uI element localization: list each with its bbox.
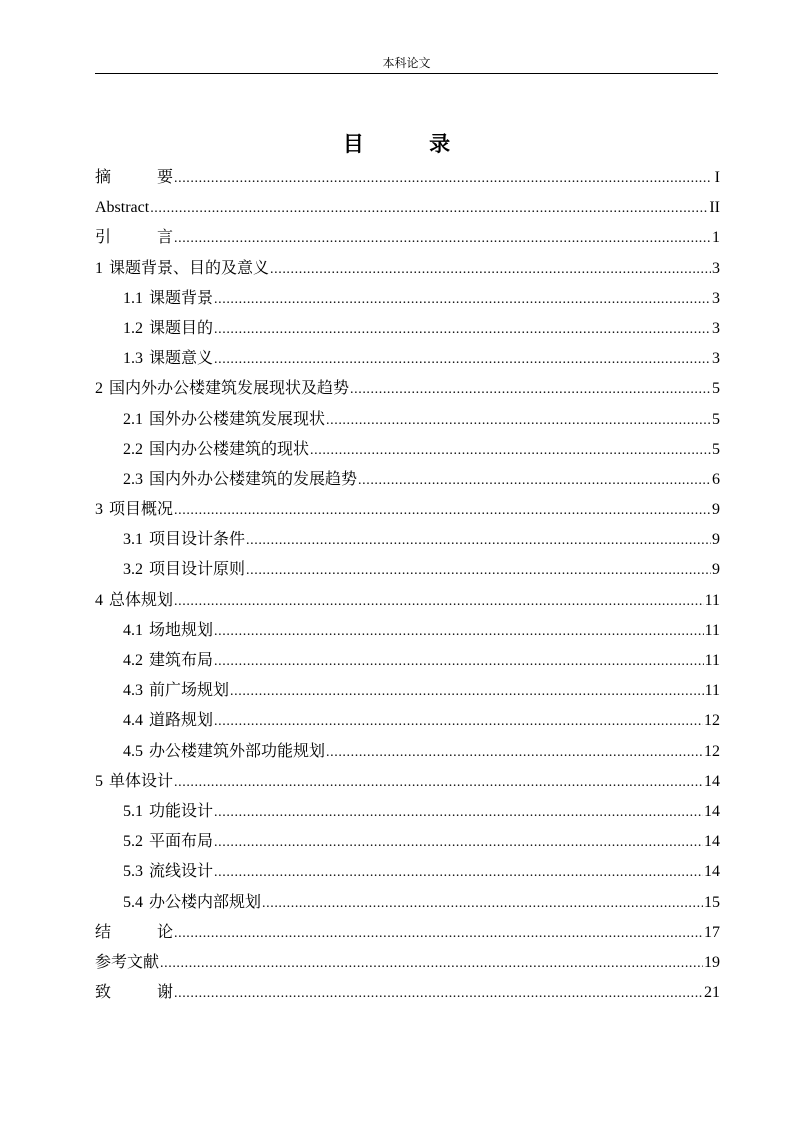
toc-entry-text: 场地规划 [149,621,214,639]
toc-entry-number: 1.2 [123,319,143,337]
toc-entry-text: 前广场规划 [149,682,230,700]
toc-entry[interactable] [95,254,720,284]
toc-page-number: 19 [704,953,720,971]
toc-entry-text: 总体规划 [109,591,174,609]
toc-entry-number: 4.5 [123,742,143,760]
toc-entry-text: 流线设计 [149,863,214,881]
toc-page-number: 14 [704,802,720,820]
toc-entry-number: 2 [95,380,103,398]
toc-entry[interactable] [95,284,720,314]
toc-entry-text: 平面布局 [149,833,214,851]
toc-leader-dots [214,646,704,677]
toc-entry[interactable] [95,435,720,465]
toc-leader-dots [246,555,711,586]
toc-leader-dots [326,405,711,436]
toc-page-number: 5 [712,380,720,398]
toc-entry-text: 项目设计原则 [149,561,246,579]
toc-entry-text: 课题背景 [149,289,214,307]
toc-page-number: 15 [704,893,720,911]
toc-entry-text: 国内办公楼建筑的现状 [149,440,310,458]
toc-page-number: 12 [704,712,720,730]
toc-leader-dots [150,193,708,224]
toc-entry-text: 课题意义 [149,350,214,368]
toc-entry-number: 4.2 [123,652,143,669]
toc-entry-text: Abstract [95,199,150,217]
toc-entry-text: 道路规划 [149,712,214,730]
toc-entry-number: 4.4 [123,712,143,730]
toc-leader-dots [358,465,711,496]
toc-entry-text: 国外办公楼建筑发展现状 [149,410,326,428]
toc-entry-number: 4.1 [123,621,143,639]
toc-leader-dots [230,676,704,707]
toc-title: 目 录 [342,132,481,156]
toc-page-number: 11 [704,621,720,639]
toc-leader-dots [174,918,703,949]
toc-entry-number: 1.1 [123,289,143,307]
toc-entry[interactable] [95,797,720,827]
toc-leader-dots [310,435,711,466]
toc-leader-dots [262,888,703,919]
toc-entry-text: 结 论 [95,923,173,941]
toc-page-number: 3 [712,289,720,307]
toc-entry-number: 2.3 [123,470,143,488]
toc-page-number: II [709,199,720,217]
toc-entry[interactable] [95,616,720,646]
toc-entry-text: 项目概况 [109,501,174,519]
toc-page-number: 3 [712,319,720,337]
toc-entry[interactable] [95,918,720,948]
toc-page-number: 11 [704,591,720,609]
toc-entry[interactable] [95,163,720,193]
toc-entry[interactable] [95,525,720,555]
toc-leader-dots [174,978,703,1009]
toc-leader-dots [174,586,704,617]
toc-page-number: 3 [712,350,720,368]
toc-entry[interactable] [95,223,720,253]
toc-page-number: 5 [712,440,720,458]
toc-page-number: 11 [704,682,720,700]
toc-leader-dots [214,314,711,345]
toc-page-number: 9 [712,501,720,519]
toc-entry-number: 4 [95,591,103,609]
toc-entry[interactable] [95,888,720,918]
toc-entry[interactable] [95,646,720,676]
toc-leader-dots [214,797,703,828]
toc-entry[interactable] [95,405,720,435]
toc-entry[interactable] [95,857,720,887]
toc-entry-text: 摘 要 [95,169,173,186]
toc-leader-dots [160,948,703,979]
toc-entry-number: 5 [95,772,103,790]
toc-leader-dots [214,344,711,375]
toc-page-number: 12 [704,742,720,760]
toc-entry[interactable] [95,193,720,223]
toc-entry-text: 单体设计 [109,772,174,790]
toc-leader-dots [270,254,711,285]
toc-leader-dots [214,706,703,737]
toc-entry-text: 国内外办公楼建筑的发展趋势 [149,470,358,488]
toc-entry[interactable] [95,495,720,525]
toc-page-number: 9 [712,531,720,549]
table-of-contents [95,163,720,1008]
toc-leader-dots [326,737,703,768]
toc-entry[interactable] [95,948,720,978]
toc-entry[interactable] [95,374,720,404]
toc-page-number: 21 [704,984,720,1002]
toc-page-number: 5 [712,410,720,428]
toc-entry-number: 3.2 [123,561,143,579]
toc-entry-number: 4.3 [123,682,143,700]
toc-entry-number: 5.3 [123,863,143,881]
toc-entry-text: 课题背景、目的及意义 [109,259,270,277]
toc-entry-number: 2.2 [123,440,143,458]
toc-page-number: 6 [712,470,720,488]
toc-leader-dots [214,284,711,315]
toc-page-number: 17 [704,923,720,941]
toc-entry-number: 1 [95,259,103,277]
toc-entry[interactable] [95,706,720,736]
toc-leader-dots [214,827,703,858]
toc-entry-text: 引 言 [95,229,173,247]
toc-entry[interactable] [95,827,720,857]
toc-page-number: 3 [712,259,720,277]
toc-entry-text: 课题目的 [149,319,214,337]
toc-entry-text: 参考文献 [95,953,160,971]
toc-entry[interactable] [95,314,720,344]
toc-entry-number: 5.1 [123,802,143,820]
toc-page-number: 14 [704,772,720,790]
toc-leader-dots [174,767,703,798]
toc-entry-number: 5.2 [123,833,143,851]
toc-entry-text: 国内外办公楼建筑发展现状及趋势 [109,380,350,398]
toc-entry[interactable] [95,767,720,797]
toc-entry[interactable] [95,465,720,495]
toc-entry-number: 3.1 [123,531,143,549]
toc-entry[interactable] [95,586,720,616]
header-rule [95,73,718,74]
toc-leader-dots [214,857,703,888]
toc-entry-number: 2.1 [123,410,143,428]
toc-entry-number: 5.4 [123,893,143,911]
toc-leader-dots [246,525,711,556]
toc-page-number: 14 [704,863,720,881]
toc-entry[interactable] [95,344,720,374]
toc-leader-dots [174,495,711,526]
toc-page-number: 11 [704,652,720,669]
toc-entry-text: 办公楼建筑外部功能规划 [149,742,326,760]
toc-page-number: I [714,169,720,186]
toc-entry-text: 功能设计 [149,802,214,820]
toc-page-number: 14 [704,833,720,851]
page-header: 本科论文 [382,56,431,70]
toc-page-number: 9 [712,561,720,579]
toc-entry-text: 项目设计条件 [149,531,246,549]
toc-entry-text: 办公楼内部规划 [149,893,262,911]
toc-entry-number: 1.3 [123,350,143,368]
toc-entry[interactable] [95,555,720,585]
toc-page-number: 1 [712,229,720,247]
toc-entry[interactable] [95,978,720,1008]
toc-entry-text: 建筑布局 [149,652,214,669]
toc-entry[interactable] [95,676,720,706]
toc-entry[interactable] [95,737,720,767]
toc-leader-dots [214,616,704,647]
toc-entry-number: 3 [95,501,103,519]
toc-entry-text: 致 谢 [95,984,173,1002]
toc-leader-dots [174,163,711,194]
toc-leader-dots [174,223,711,254]
toc-leader-dots [350,374,711,405]
